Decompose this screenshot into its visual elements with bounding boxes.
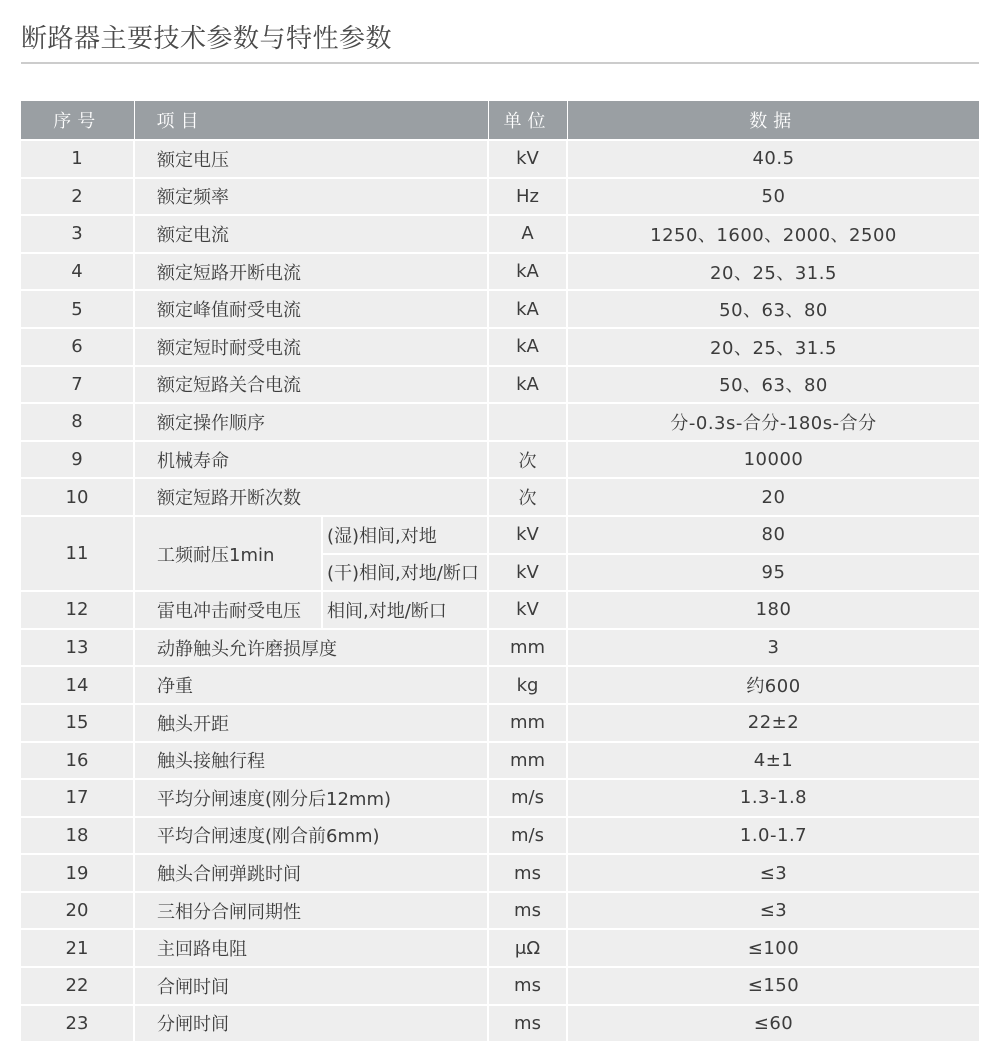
row-no: 5 [21, 290, 134, 328]
table-row [21, 854, 979, 892]
row-unit: μΩ [488, 929, 567, 967]
row-sub-label: (干)相间,对地/断口 [322, 554, 488, 592]
table-row [21, 478, 979, 516]
row-item: 工频耐压1min [134, 516, 322, 591]
row-unit: kV [488, 516, 567, 554]
row-item: 额定短路关合电流 [134, 366, 488, 404]
row-data: 分-0.3s-合分-180s-合分 [567, 403, 979, 441]
row-data: 10000 [567, 441, 979, 479]
row-no: 4 [21, 253, 134, 291]
row-data: 80 [567, 516, 979, 554]
row-item: 动静触头允许磨损厚度 [134, 629, 488, 667]
table-row [21, 215, 979, 253]
row-data: ≤60 [567, 1005, 979, 1042]
header-no: 序号 [21, 101, 134, 140]
row-data: 1.3-1.8 [567, 779, 979, 817]
table-row [21, 929, 979, 967]
row-data: 50、63、80 [567, 366, 979, 404]
spec-table [21, 101, 979, 1041]
row-data: 95 [567, 554, 979, 592]
row-no: 13 [21, 629, 134, 667]
row-no: 2 [21, 178, 134, 216]
row-item: 额定短路开断电流 [134, 253, 488, 291]
row-item: 额定电流 [134, 215, 488, 253]
row-no: 12 [21, 591, 134, 629]
row-no: 17 [21, 779, 134, 817]
row-data: 22±2 [567, 704, 979, 742]
row-unit: kV [488, 591, 567, 629]
table-row [21, 666, 979, 704]
row-data: ≤3 [567, 892, 979, 930]
row-data: 1.0-1.7 [567, 817, 979, 855]
table-row [21, 366, 979, 404]
row-unit: mm [488, 704, 567, 742]
table-row [21, 178, 979, 216]
row-no: 22 [21, 967, 134, 1005]
row-unit: kA [488, 290, 567, 328]
row-unit: kg [488, 666, 567, 704]
row-item: 额定峰值耐受电流 [134, 290, 488, 328]
row-unit: 次 [488, 478, 567, 516]
table-row [21, 516, 979, 554]
row-sub-label: (湿)相间,对地 [322, 516, 488, 554]
row-unit: kV [488, 140, 567, 178]
row-item: 额定操作顺序 [134, 403, 488, 441]
row-item: 触头接触行程 [134, 742, 488, 780]
row-item: 雷电冲击耐受电压 [134, 591, 322, 629]
row-data: ≤100 [567, 929, 979, 967]
row-item: 平均合闸速度(刚合前6mm) [134, 817, 488, 855]
row-item: 机械寿命 [134, 441, 488, 479]
table-row [21, 403, 979, 441]
row-unit: kA [488, 328, 567, 366]
row-data: 50、63、80 [567, 290, 979, 328]
row-unit: mm [488, 629, 567, 667]
row-item: 触头开距 [134, 704, 488, 742]
row-unit: A [488, 215, 567, 253]
row-no: 8 [21, 403, 134, 441]
row-item: 额定短路开断次数 [134, 478, 488, 516]
table-row [21, 742, 979, 780]
row-data: 50 [567, 178, 979, 216]
table-row [21, 779, 979, 817]
row-unit: Hz [488, 178, 567, 216]
row-no: 10 [21, 478, 134, 516]
row-no: 18 [21, 817, 134, 855]
table-row [21, 892, 979, 930]
header-unit: 单位 [488, 101, 567, 140]
row-data: ≤150 [567, 967, 979, 1005]
table-row [21, 591, 979, 629]
row-no: 16 [21, 742, 134, 780]
row-sub-label: 相间,对地/断口 [322, 591, 488, 629]
page-title: 断路器主要技术参数与特性参数 [21, 24, 393, 54]
row-item: 分闸时间 [134, 1005, 488, 1042]
row-no: 14 [21, 666, 134, 704]
row-data: 3 [567, 629, 979, 667]
row-unit: ms [488, 892, 567, 930]
row-item: 额定频率 [134, 178, 488, 216]
table-row [21, 967, 979, 1005]
table-row [21, 441, 979, 479]
row-data: 20、25、31.5 [567, 253, 979, 291]
row-unit: kA [488, 366, 567, 404]
row-item: 合闸时间 [134, 967, 488, 1005]
header-item: 项目 [134, 101, 488, 140]
row-data: ≤3 [567, 854, 979, 892]
row-unit: m/s [488, 817, 567, 855]
row-no: 6 [21, 328, 134, 366]
row-item: 触头合闸弹跳时间 [134, 854, 488, 892]
row-data: 1250、1600、2000、2500 [567, 215, 979, 253]
row-item: 额定电压 [134, 140, 488, 178]
row-data: 20、25、31.5 [567, 328, 979, 366]
row-item: 平均分闸速度(刚分后12mm) [134, 779, 488, 817]
row-unit: 次 [488, 441, 567, 479]
table-row [21, 704, 979, 742]
row-item: 额定短时耐受电流 [134, 328, 488, 366]
row-data: 4±1 [567, 742, 979, 780]
row-no: 3 [21, 215, 134, 253]
row-no: 23 [21, 1005, 134, 1042]
row-item: 净重 [134, 666, 488, 704]
header-data: 数据 [567, 101, 979, 140]
row-no: 1 [21, 140, 134, 178]
row-unit: mm [488, 742, 567, 780]
row-no: 19 [21, 854, 134, 892]
row-data: 180 [567, 591, 979, 629]
row-unit [488, 403, 567, 441]
row-unit: kA [488, 253, 567, 291]
table-row [21, 290, 979, 328]
title-divider [21, 62, 979, 64]
table-row [21, 140, 979, 178]
row-no: 11 [21, 516, 134, 591]
table-row [21, 328, 979, 366]
row-data: 20 [567, 478, 979, 516]
table-row [21, 817, 979, 855]
row-item: 主回路电阻 [134, 929, 488, 967]
row-data: 40.5 [567, 140, 979, 178]
row-unit: ms [488, 854, 567, 892]
table-row [21, 253, 979, 291]
table-row [21, 1005, 979, 1042]
row-no: 9 [21, 441, 134, 479]
row-no: 20 [21, 892, 134, 930]
table-header-row [21, 101, 979, 140]
row-unit: ms [488, 1005, 567, 1042]
table-row [21, 629, 979, 667]
row-unit: kV [488, 554, 567, 592]
row-no: 21 [21, 929, 134, 967]
row-unit: m/s [488, 779, 567, 817]
row-unit: ms [488, 967, 567, 1005]
row-data: 约600 [567, 666, 979, 704]
row-no: 7 [21, 366, 134, 404]
row-item: 三相分合闸同期性 [134, 892, 488, 930]
row-no: 15 [21, 704, 134, 742]
